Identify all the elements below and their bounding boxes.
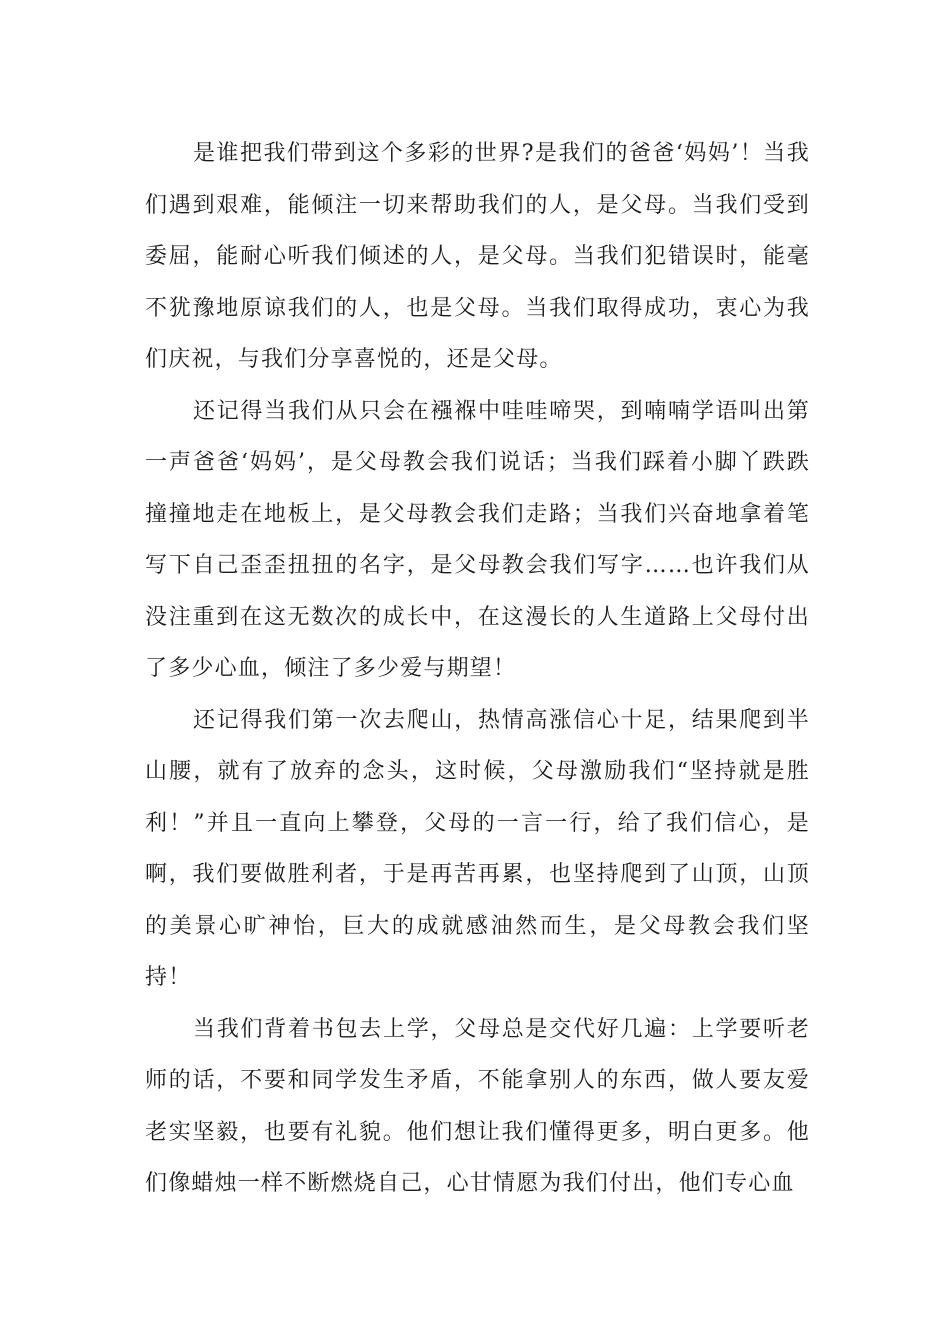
paragraph-4: 当我们背着书包去上学，父母总是交代好几遍：上学要听老师的话，不要和同学发生矛盾，不能拿别人的东西，做人要友爱老实坚毅，也要有礼貌。他们想让我们懂得更多，明白更多。他们像蜡烛一样不断燃烧自己，心甘情愿为我们付出，他们专心血: [145, 1016, 810, 1196]
paragraph-2: 还记得当我们从只会在襁褓中哇哇啼哭，到喃喃学语叫出第一声爸爸‘妈妈’，是父母教会我们说话；当我们踩着小脚丫跌跌撞撞地走在地板上，是父母教会我们走路；当我们兴奋地拿着笔写下自己歪歪扭扭的名字，是父母教会我们写字……也许我们从没注重到在这无数次的成长中，在这漫长的人生道路上父母付出了多少心血，倾注了多少爱与期望！: [145, 398, 810, 681]
paragraph-3: 还记得我们第一次去爬山，热情高涨信心十足，结果爬到半山腰，就有了放弃的念头，这时候，父母激励我们“坚持就是胜利！”并且一直向上攀登，父母的一言一行，给了我们信心，是啊，我们要做胜利者，于是再苦再累，也坚持爬到了山顶，山顶的美景心旷神怡，巨大的成就感油然而生，是父母教会我们坚持！: [145, 707, 810, 990]
document-body: [145, 128, 810, 1210]
paragraph-1: 是谁把我们带到这个多彩的世界?是我们的爸爸‘妈妈’！当我们遇到艰难，能倾注一切来帮助我们的人，是父母。当我们受到委屈，能耐心听我们倾述的人，是父母。当我们犯错误时，能毫不犹豫地原谅我们的人，也是父母。当我们取得成功，衷心为我们庆祝，与我们分享喜悦的，还是父母。: [145, 141, 810, 372]
